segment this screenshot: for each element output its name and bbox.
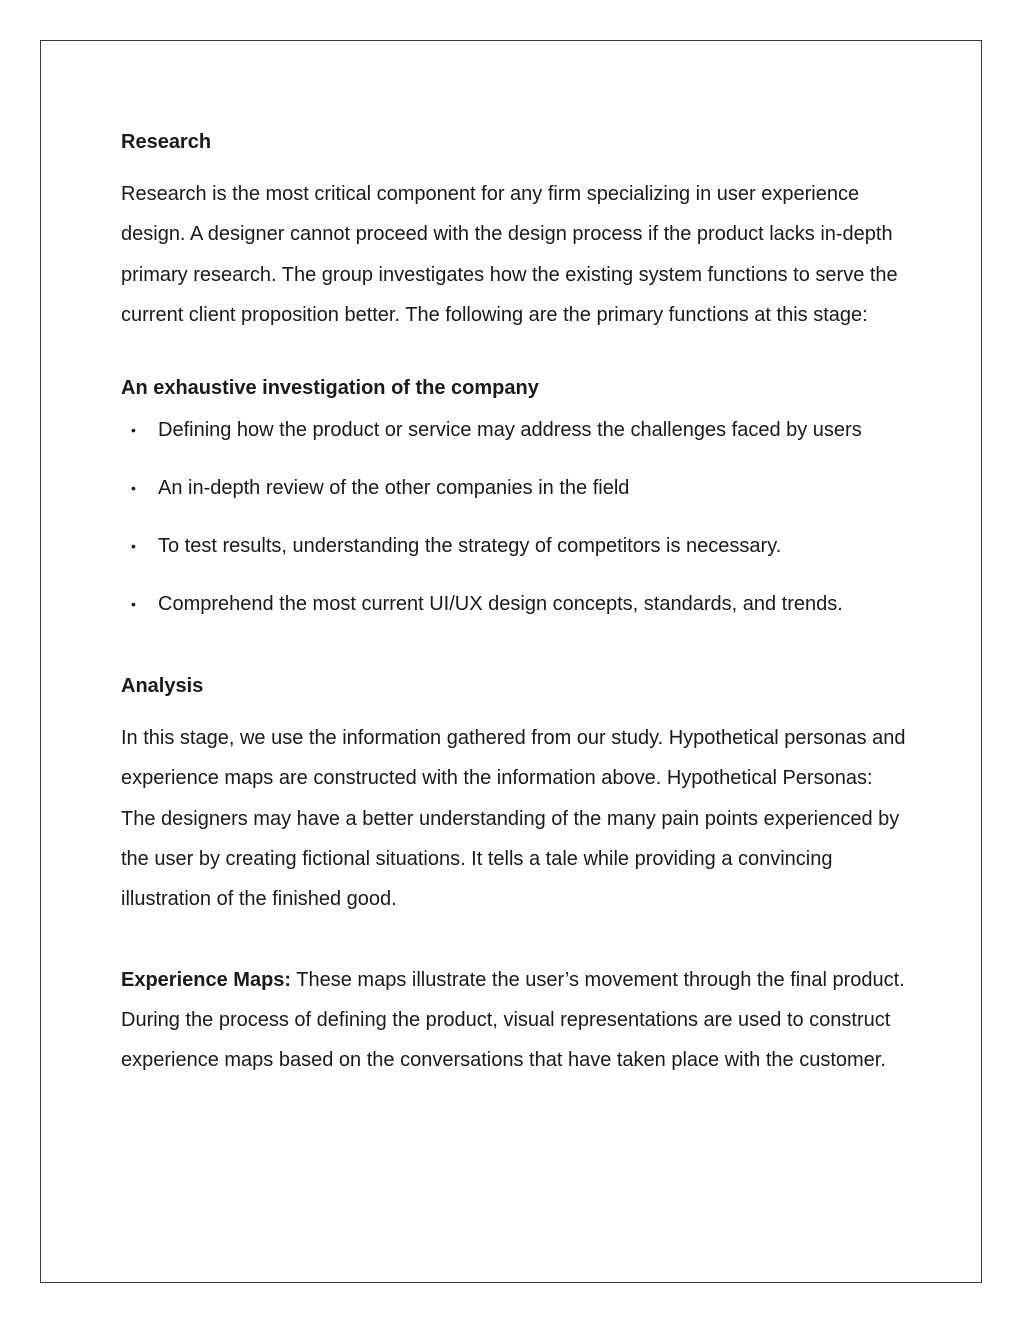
investigation-heading: An exhaustive investigation of the company xyxy=(121,377,539,400)
investigation-list xyxy=(121,414,911,620)
research-heading: Research xyxy=(121,131,212,153)
document-body xyxy=(121,126,911,1081)
list-item xyxy=(121,414,911,446)
experience-maps-text: These maps illustrate the user’s movement through the final product. During the process of defining the product, visual representations are used to construct experience maps based on the conversations that have taken place with the customer. xyxy=(121,968,905,1072)
bullet-icon: • xyxy=(131,422,136,439)
list-item-text: Defining how the product or service may address the challenges faced by users xyxy=(158,419,862,442)
experience-maps-label: Experience Maps: xyxy=(121,968,292,991)
experience-maps-paragraph xyxy=(121,960,911,1081)
list-item-text: An in-depth review of the other companies in the field xyxy=(158,477,630,500)
bullet-icon: • xyxy=(131,480,136,497)
list-item xyxy=(121,588,911,620)
list-item-text: To test results, understanding the strategy of competitors is necessary. xyxy=(158,535,782,558)
analysis-paragraph: In this stage, we use the information gathered from our study. Hypothetical personas and experience maps are constructed with the information above. Hypothetical Personas: The designers may have a better understanding of the many pain points experienced by the user by creating fictional situations. It tells a tale while providing a convincing illustration of the finished good. xyxy=(121,727,906,911)
list-item-text: Comprehend the most current UI/UX design concepts, standards, and trends. xyxy=(158,593,843,616)
research-paragraph: Research is the most critical component for any firm specializing in user experience design. A designer cannot proceed with the design process if the product lacks in-depth primary research. The group investigates how the existing system functions to serve the current client proposition better. The following are the primary functions at this stage: xyxy=(121,183,898,326)
list-item xyxy=(121,472,911,504)
analysis-heading: Analysis xyxy=(121,675,204,698)
list-item xyxy=(121,530,911,562)
bullet-icon: • xyxy=(131,538,136,555)
bullet-icon: • xyxy=(131,596,136,613)
